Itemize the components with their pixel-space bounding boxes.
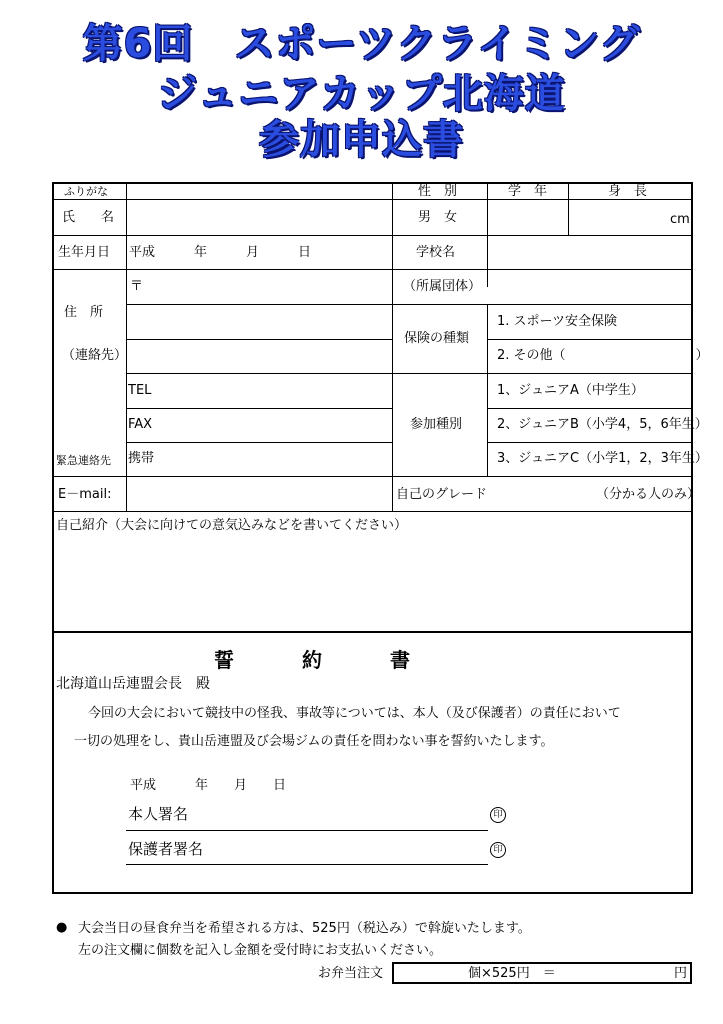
- order-label: お弁当注文: [318, 966, 384, 981]
- org-label: （所属団体）: [403, 279, 482, 294]
- insurance-label: 保険の種類: [404, 331, 470, 346]
- org-field[interactable]: [488, 270, 691, 303]
- category-label: 参加種別: [410, 417, 463, 432]
- furigana-label: ふりがな: [64, 185, 108, 198]
- self-grade-label: 自己のグレード: [396, 487, 488, 502]
- height-header: 身 長: [608, 184, 648, 199]
- email-label: E－mail:: [58, 487, 112, 502]
- lunch-note-1: 大会当日の昼食弁当を希望される方は、525円（税込み）で斡旋いたします。: [78, 921, 531, 936]
- mobile-label: 携帯: [128, 451, 155, 466]
- email-field[interactable]: [127, 477, 391, 510]
- order-unit: 個×525円 ＝: [468, 966, 556, 981]
- grade-field[interactable]: [488, 200, 567, 234]
- gender-header: 性 別: [418, 184, 458, 199]
- address-field[interactable]: [127, 305, 391, 338]
- order-yen: 円: [674, 966, 688, 981]
- sign-guardian-line[interactable]: [126, 864, 488, 865]
- postal-mark: 〒: [130, 279, 144, 294]
- insurance-option-2[interactable]: 2. その他（ ）: [497, 348, 709, 363]
- bullet-icon: ●: [56, 920, 68, 935]
- furigana-field[interactable]: [127, 183, 391, 198]
- pledge-date[interactable]: 平成 年 月 日: [130, 778, 287, 793]
- name-label: 氏 名: [62, 210, 115, 225]
- self-grade-note: （分かる人のみ）: [596, 487, 701, 502]
- grade-header: 学 年: [508, 184, 548, 199]
- sign-guardian-label: 保護者署名: [128, 840, 204, 858]
- title-line-1: 第6回 スポーツクライミング: [82, 21, 641, 67]
- address-label: 住 所: [64, 305, 104, 320]
- emergency-label: 緊急連絡先: [56, 454, 111, 467]
- self-intro-field[interactable]: [54, 538, 691, 628]
- lunch-note-2: 左の注文欄に個数を記入し金額を受付時にお支払いください。: [78, 943, 443, 958]
- pledge-body-1: 今回の大会において競技中の怪我、事故等については、本人（及び保護者）の責任において: [88, 706, 621, 721]
- fax-label: FAX: [128, 417, 153, 432]
- gender-value[interactable]: 男 女: [418, 210, 458, 225]
- seal-self-icon: 印: [490, 807, 506, 823]
- pledge-title: 誓 約 書: [214, 648, 412, 672]
- height-unit: cm: [670, 212, 690, 227]
- address-contact-label: （連絡先）: [62, 348, 128, 363]
- pledge-body-2: 一切の処理をし、貴山岳連盟及び会場ジムの責任を問わない事を誓約いたします。: [74, 734, 554, 749]
- title-line-3: 参加申込書: [259, 117, 464, 163]
- category-option-3[interactable]: 3、ジュニアC（小学1，2，3年生）: [497, 451, 708, 466]
- tel-label: TEL: [128, 383, 152, 398]
- title-line-2: ジュニアカップ北海道: [157, 71, 566, 117]
- school-field[interactable]: [488, 236, 691, 268]
- sign-self-label: 本人署名: [128, 805, 189, 823]
- sign-self-line[interactable]: [126, 830, 488, 831]
- self-intro-label: 自己紹介（大会に向けての意気込みなどを書いてください）: [56, 518, 408, 533]
- school-label: 学校名: [416, 245, 456, 260]
- insurance-option-1[interactable]: 1. スポーツ安全保険: [497, 314, 618, 329]
- category-option-2[interactable]: 2、ジュニアB（小学4，5，6年生）: [497, 417, 708, 432]
- category-option-1[interactable]: 1、ジュニアA（中学生）: [497, 383, 644, 398]
- pledge-addressee: 北海道山岳連盟会長 殿: [56, 676, 210, 692]
- birthdate-label: 生年月日: [58, 245, 111, 260]
- name-field[interactable]: [127, 200, 391, 234]
- birthdate-field[interactable]: 平成 年 月 日: [129, 245, 312, 260]
- seal-guardian-icon: 印: [490, 842, 506, 858]
